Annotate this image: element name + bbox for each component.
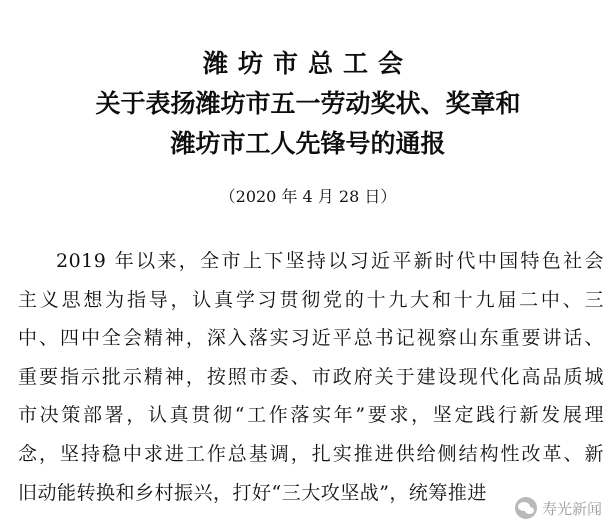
title-line-issuer: 潍坊市总工会 [202, 49, 413, 78]
body-line: 市决策部署，认真贯彻“工作落实年”要求，坚定践行新发展理 [18, 404, 604, 427]
body-line: 旧动能转换和乡村振兴，打好“三大攻坚战”，统筹推进 [18, 481, 487, 504]
body-line: 主义思想为指导，认真学习贯彻党的十九大和十九届二中、三 [18, 288, 604, 311]
wechat-icon [515, 497, 537, 519]
watermark-text: 寿光新闻 [541, 499, 602, 518]
body-paragraph [18, 242, 604, 512]
body-line: 2019 年以来，全市上下坚持以习近平新时代中国特色社会 [56, 250, 604, 272]
body-line: 念，坚持稳中求进工作总基调，扎实推进供给侧结构性改革、新 [18, 442, 604, 465]
source-watermark [511, 495, 610, 521]
document-date: （2020 年 4 月 28 日） [219, 187, 397, 206]
body-line: 中、四中全会精神，深入落实习近平总书记视察山东重要讲话、 [18, 327, 604, 350]
title-line-subject-2: 潍坊市工人先锋号的通报 [170, 129, 446, 158]
body-line: 重要指示批示精神，按照市委、市政府关于建设现代化高品质城 [18, 365, 604, 388]
title-line-subject-1: 关于表扬潍坊市五一劳动奖状、奖章和 [95, 89, 521, 118]
document-title [0, 44, 616, 164]
